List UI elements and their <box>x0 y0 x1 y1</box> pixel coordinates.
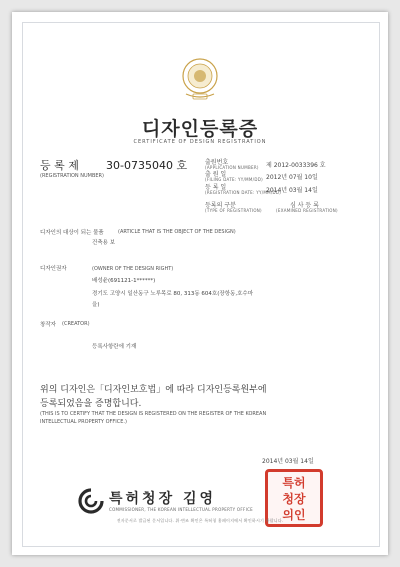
statement-en-line2: INTELLECTUAL PROPERTY OFFICE.) <box>40 419 127 425</box>
article-value: 건축용 보 <box>92 240 116 246</box>
registration-label-en: (REGISTRATION NUMBER) <box>40 173 104 179</box>
filing-date-label-en: (FILING DATE: YY/MM/DD) <box>205 177 263 182</box>
registration-type-label-en: (TYPE OF REGISTRATION) <box>205 208 262 213</box>
statement-line2: 등록되었음을 증명합니다. <box>40 399 142 409</box>
registration-date-label: 등 록 일 <box>205 184 227 191</box>
creator-value: 등록사항란에 기재 <box>92 344 137 350</box>
office-name: 특허청장 김영 <box>109 491 217 507</box>
creator-label: 창작자 <box>40 322 56 328</box>
certificate-date: 2014년 03월 14일 <box>262 458 314 465</box>
footer-note: 전자문서로 발급된 문서입니다. 위·변조 확인은 특허청 홈페이지에서 확인하시기 바랍니다. <box>116 518 284 523</box>
stamp-text-2: 청장 <box>282 492 306 506</box>
registration-date-label-en: (REGISTRATION DATE: YY/MM/DD) <box>205 190 282 195</box>
statement-line1: 위의 디자인은「디자인보호법」에 따라 디자인등록원부에 <box>40 385 267 395</box>
filing-date-value: 2012년 07월 10일 <box>266 174 318 181</box>
owner-name: 배성윤(691121-1******) <box>92 278 156 284</box>
registration-type-value: 심 사 등 록 <box>290 202 319 209</box>
statement-en-line1: (THIS IS TO CERTIFY THAT THE DESIGN IS REGISTERED ON THE REGISTER OF THE KOREAN <box>40 411 267 417</box>
owner-address-line2: 을) <box>92 302 100 308</box>
kipo-logo-icon <box>78 488 104 514</box>
stamp-text-3: 의인 <box>282 508 306 522</box>
registration-type-label: 등록의 구분 <box>205 202 236 209</box>
creator-label-en: (CREATOR) <box>62 321 90 327</box>
registration-number: 30-0735040 호 <box>106 159 188 172</box>
registration-type-value-en: (EXAMINED REGISTRATION) <box>276 208 338 213</box>
office-name-en: COMMISSIONER, THE KOREAN INTELLECTUAL PROPERTY OFFICE <box>109 507 253 512</box>
article-label: 디자인의 대상이 되는 물품 <box>40 230 104 236</box>
filing-date-label: 출 원 일 <box>205 171 227 178</box>
document-subtitle: CERTIFICATE OF DESIGN REGISTRATION <box>133 139 267 145</box>
application-number-label: 출원번호 <box>205 159 229 166</box>
owner-label-en: (OWNER OF THE DESIGN RIGHT) <box>92 266 174 272</box>
application-number-value: 제 2012-0033396 호 <box>266 162 326 169</box>
owner-address-line1: 경기도 고양시 일산동구 노루목로 80, 313동 604호(장항동,호수마 <box>92 291 254 297</box>
application-number-label-en: (APPLICATION NUMBER) <box>205 165 259 170</box>
stamp-text-1: 특허 <box>282 476 306 490</box>
national-seal-icon <box>176 54 224 102</box>
registration-label: 등 록 제 <box>40 159 79 172</box>
document-title: 디자인등록증 <box>141 118 259 140</box>
owner-label: 디자인권자 <box>40 266 67 272</box>
article-label-en: (ARTICLE THAT IS THE OBJECT OF THE DESIGN) <box>118 229 236 235</box>
registration-date-value: 2014년 03월 14일 <box>266 187 318 194</box>
